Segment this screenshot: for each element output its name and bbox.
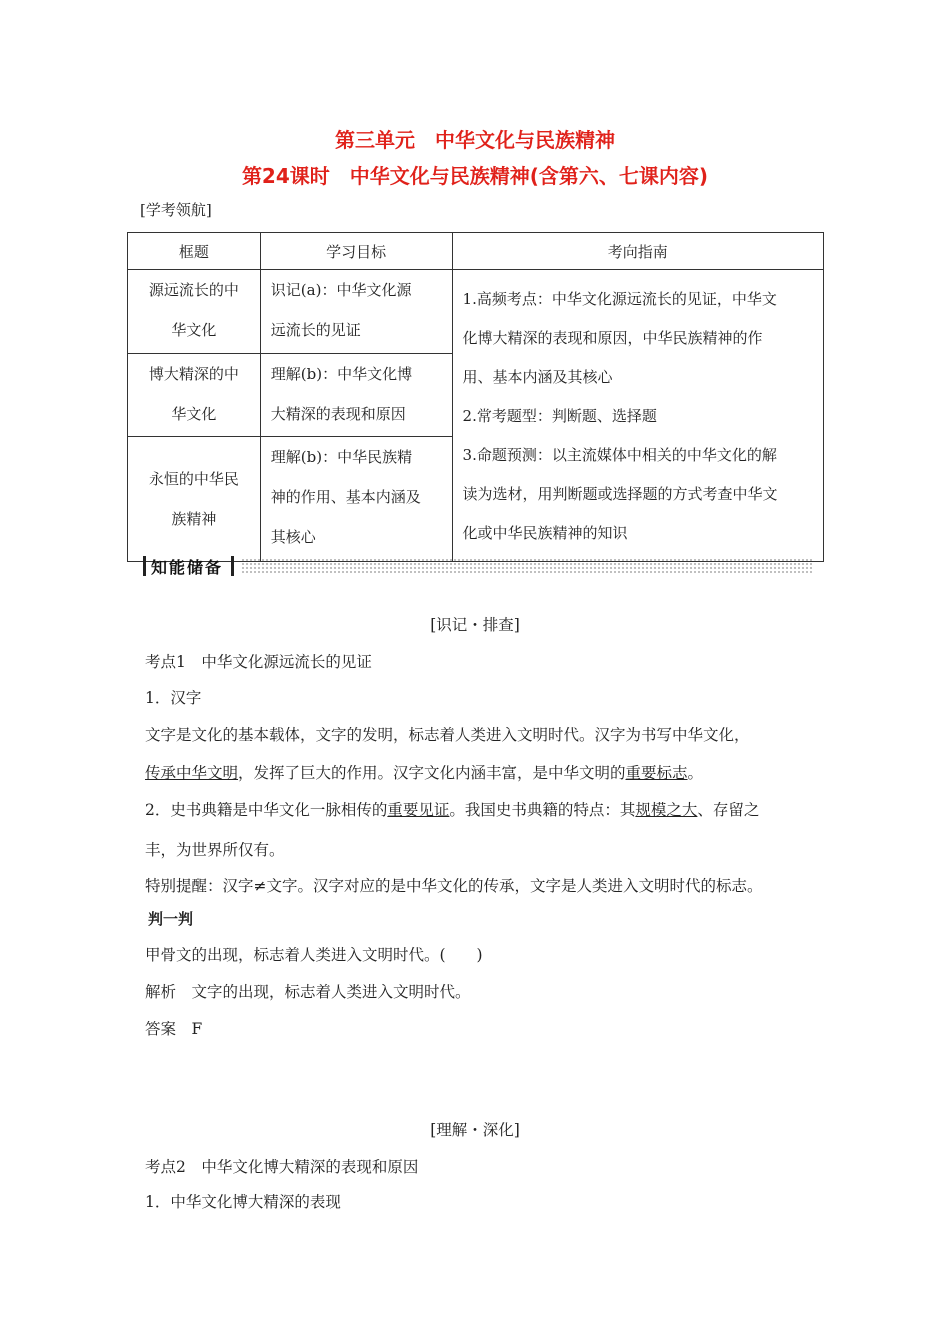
direction-line: 读为选材，用判断题或选择题的方式考查中华文 <box>462 485 778 503</box>
direction-line: 化或中华民族精神的知识 <box>462 524 628 542</box>
judge-question: 甲骨文的出现，标志着人类进入文明时代。( ) <box>145 946 483 964</box>
direction-line: 1.高频考点：中华文化源远流长的见证，中华文 <box>462 290 777 308</box>
frame-text: 永恒的中华民 <box>148 470 239 489</box>
lesson-title: 第24课时 中华文化与民族精神(含第六、七课内容) <box>241 164 709 188</box>
goal-cell <box>260 270 452 354</box>
goal-text: 识记(a)：中华文化源 <box>270 281 412 299</box>
table-row <box>128 270 824 354</box>
goal-text: 理解(b)：中华文化博 <box>270 364 413 383</box>
direction-line: 2.常考题型：判断题、选择题 <box>462 407 657 425</box>
special-tip: 特别提醒：汉字≠文字。汉字对应的是中华文化的传承，文字是人类进入文明时代的标志。 <box>145 877 763 895</box>
goal-text: 大精深的表现和原因 <box>270 404 406 423</box>
analysis: 解析 文字的出现，标志着人类进入文明时代。 <box>145 983 471 1001</box>
header-frame: 框题 <box>128 233 261 270</box>
underlined-term: 重要见证 <box>387 801 450 819</box>
banner-left-bar <box>143 556 146 576</box>
guide-label: [学考领航] <box>140 201 212 219</box>
text: 、存留之 <box>697 801 760 819</box>
direction-line: 化博大精深的表现和原因，中华民族精神的作 <box>462 329 763 347</box>
underlined-term: 重要标志 <box>625 764 688 782</box>
section-banner <box>143 555 813 577</box>
point1-title: 考点1 中华文化源远流长的见证 <box>145 653 372 671</box>
text: ，发挥了巨大的作用。汉字文化内涵丰富，是中华文明的 <box>238 764 626 782</box>
unit-title: 第三单元 中华文化与民族精神 <box>335 128 615 152</box>
underlined-term: 规模之大 <box>635 801 698 819</box>
goal-text: 理解(b)：中华民族精 <box>270 448 413 467</box>
frame-cell <box>128 437 261 562</box>
paragraph <box>145 798 759 820</box>
direction-cell <box>452 270 823 562</box>
section1-heading: [识记・排查] <box>430 616 520 634</box>
frame-text: 源远流长的中 <box>148 281 239 299</box>
section2-heading: [理解・深化] <box>430 1121 520 1139</box>
paragraph <box>145 761 703 783</box>
frame-text: 族精神 <box>171 510 217 529</box>
banner-title: 知能储备 <box>151 558 224 577</box>
frame-text: 华文化 <box>171 321 217 339</box>
point2-title: 考点2 中华文化博大精深的表现和原因 <box>145 1158 419 1176</box>
frame-text: 博大精深的中 <box>148 364 239 383</box>
goal-text: 其核心 <box>270 528 316 547</box>
text: 2．史书典籍是中华文化一脉相传的 <box>145 801 388 819</box>
text: 。 <box>687 764 704 782</box>
frame-text: 华文化 <box>171 404 217 423</box>
goal-text: 远流长的见证 <box>270 321 361 339</box>
item-expression: 1．中华文化博大精深的表现 <box>145 1193 341 1211</box>
study-guide-table <box>127 232 824 562</box>
header-direction: 考向指南 <box>452 233 823 270</box>
goal-cell <box>260 437 452 562</box>
goal-text: 神的作用、基本内涵及 <box>270 488 421 507</box>
header-goal: 学习目标 <box>260 233 452 270</box>
underlined-term: 传承中华文明 <box>145 764 239 782</box>
judge-title: 判一判 <box>148 910 194 928</box>
banner-separator <box>231 556 234 576</box>
direction-line: 3.命题预测：以主流媒体中相关的中华文化的解 <box>462 446 777 464</box>
paragraph: 文字是文化的基本载体，文字的发明，标志着人类进入文明时代。汉字为书写中华文化， <box>145 726 750 744</box>
direction-line: 用、基本内涵及其核心 <box>462 368 613 386</box>
frame-cell <box>128 353 261 437</box>
frame-cell <box>128 270 261 354</box>
answer: 答案 F <box>145 1020 203 1038</box>
goal-cell <box>260 353 452 437</box>
text: 。我国史书典籍的特点：其 <box>449 801 636 819</box>
banner-dotted-fill <box>241 558 813 574</box>
table-header-row <box>128 233 824 270</box>
item-hanzi: 1．汉字 <box>145 689 202 707</box>
paragraph: 丰，为世界所仅有。 <box>145 841 285 859</box>
